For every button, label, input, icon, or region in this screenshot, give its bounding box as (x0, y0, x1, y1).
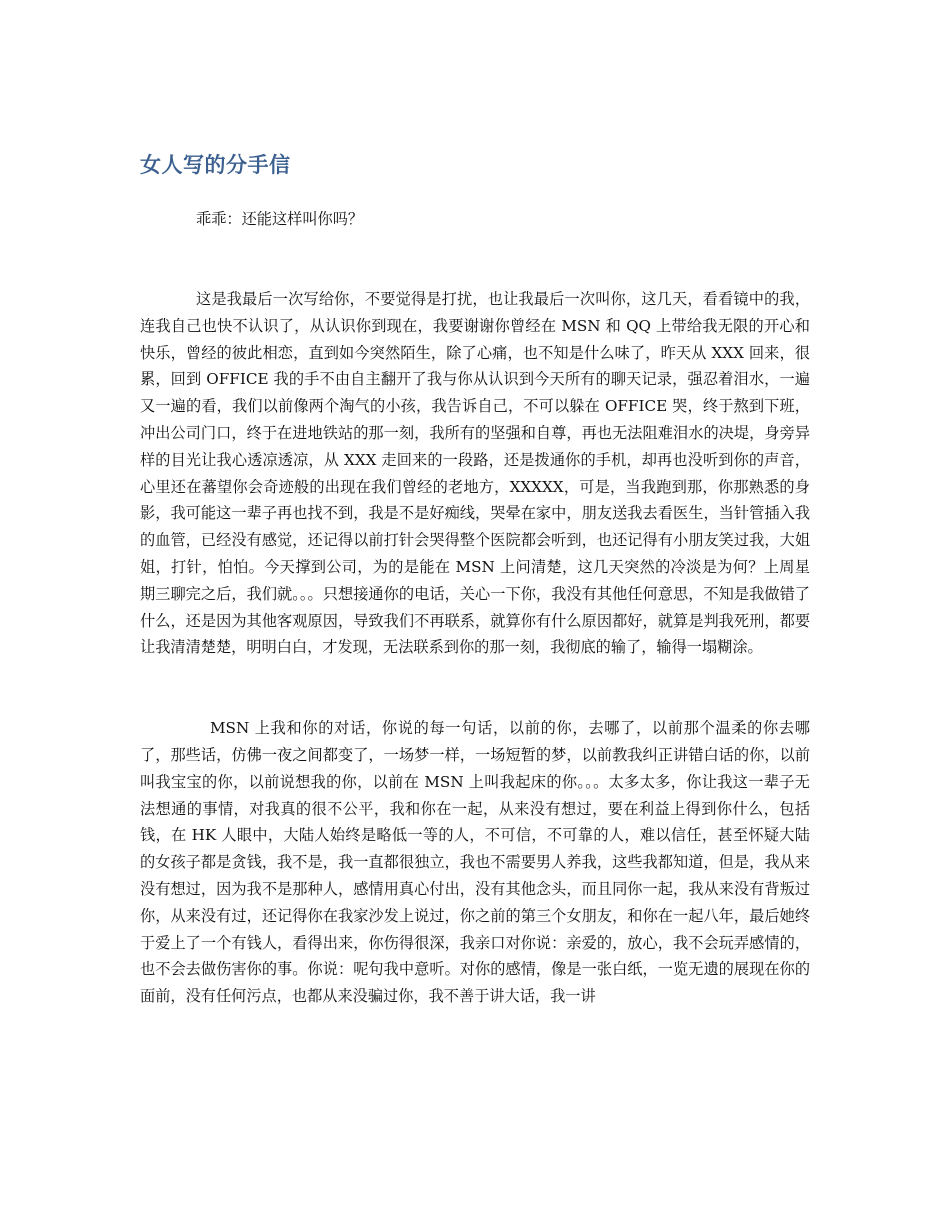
paragraph-2: MSN 上我和你的对话，你说的每一句话，以前的你，去哪了，以前那个温柔的你去哪了，那些话，仿佛一夜之间都变了，一场梦一样，一场短暂的梦，以前教我纠正讲错白话的你，以前叫我宝宝的你，以前说想我的你，以前在 MSN 上叫我起床的你。。。太多太多，你让我这一辈子无法想通的事情，对我真的很不公平，我和你在一起，从来没有想过，要在利益上得到你什么，包括钱，在 HK 人眼中，大陆人始终是略低一等的人，不可信，不可靠的人，难以信任，甚至怀疑大陆的女孩子都是贪钱，我不是，我一直都很独立，我也不需要男人养我，这些我都知道，但是，我从来没有想过，因为我不是那种人，感情用真心付出，没有其他念头，而且同你一起，我从来没有背叛过你，从来没有过，还记得你在我家沙发上说过，你之前的第三个女朋友，和你在一起八年，最后她终于爱上了一个有钱人，看得出来，你伤得很深，我亲口对你说：亲爱的，放心，我不会玩弄感情的，也不会去做伤害你的事。你说：呢句我中意听。对你的感情，像是一张白纸，一览无遗的展现在你的面前，没有任何污点，也都从来没骗过你，我不善于讲大话，我一讲 (140, 719, 810, 1006)
greeting-line: 乖乖：还能这样叫你吗？ (196, 210, 364, 228)
document-body (140, 148, 810, 1010)
document-title: 女人写的分手信 (140, 153, 291, 177)
paragraph-1: 这是我最后一次写给你，不要觉得是打扰，也让我最后一次叫你，这几天，看看镜中的我，连我自己也快不认识了，从认识你到现在，我要谢谢你曾经在 MSN 和 QQ 上带给我无限的开心和快乐，曾经的彼此相恋，直到如今突然陌生，除了心痛，也不知是什么味了，昨天从 XXX 回来，很累，回到 OFFICE 我的手不由自主翻开了我与你从认识到今天所有的聊天记录，强忍着泪水，一遍又一遍的看，我们以前像两个淘气的小孩，我告诉自己，不可以躲在 OFFICE 哭，终于熬到下班，冲出公司门口，终于在进地铁站的那一刻，我所有的坚强和自尊，再也无法阻难泪水的决堤，身旁异样的目光让我心透凉透凉，从 XXX 走回来的一段路，还是拨通你的手机，却再也没听到你的声音，心里还在蕃望你会奇迹般的出现在我们曾经的老地方，XXXXX，可是，当我跑到那，你那熟悉的身影，我可能这一辈子再也找不到，我是不是好痴线，哭晕在家中，朋友送我去看医生，当针管插入我的血管，已经没有感觉，还记得以前打针会哭得整个医院都会听到，也还记得有小朋友笑过我，大姐姐，打针，怕怕。今天撑到公司，为的是能在 MSN 上问清楚，这几天突然的冷淡是为何？上周星期三聊完之后，我们就。。。只想接通你的电话，关心一下你，我没有其他任何意思，不知是我做错了什么，还是因为其他客观原因，导致我们不再联系，就算你有什么原因都好，就算是判我死刑，都要让我清清楚楚，明明白白，才发现，无法联系到你的那一刻，我彻底的输了，输得一塌糊涂。 (140, 290, 810, 657)
